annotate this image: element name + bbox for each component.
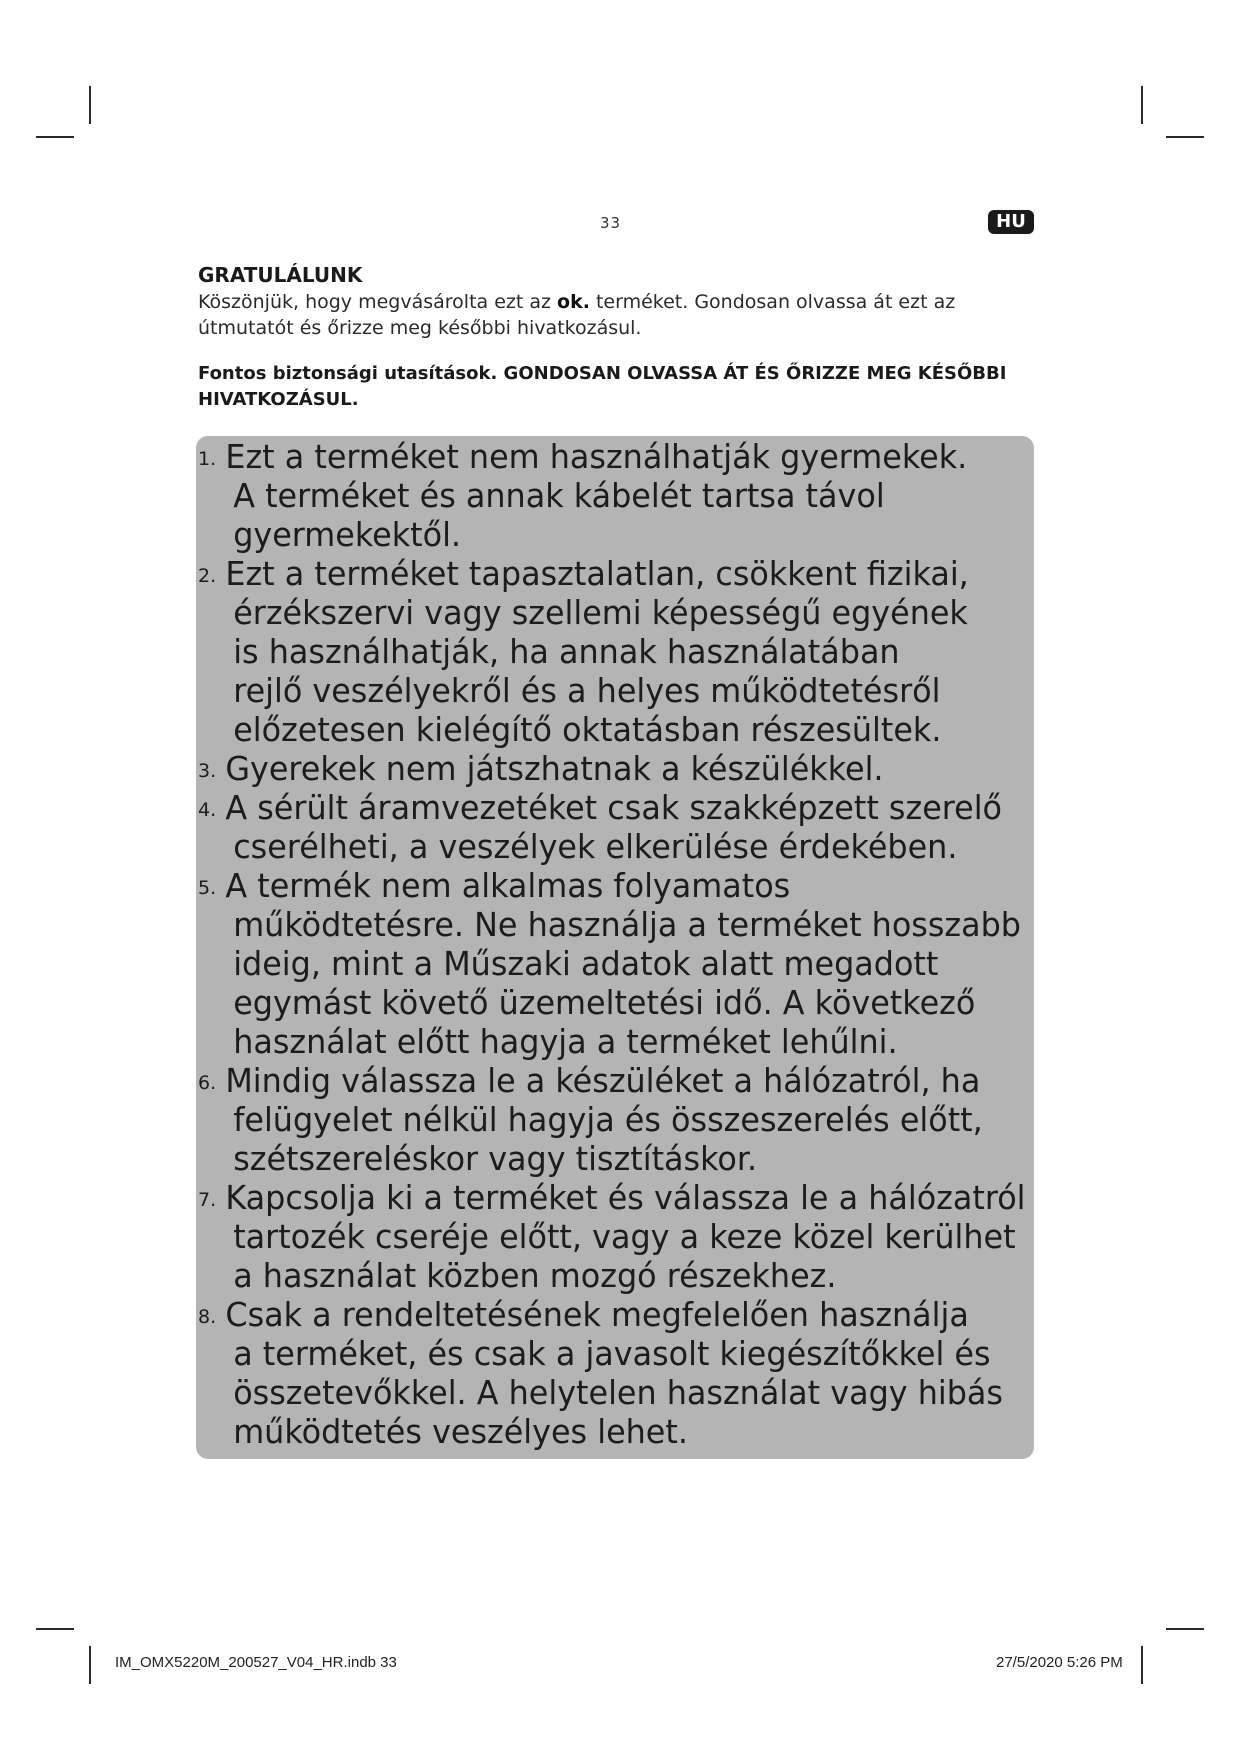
list-item-line: A termék nem alkalmas folyamatos bbox=[225, 867, 791, 905]
list-item-number: 5. bbox=[198, 877, 217, 899]
crop-mark bbox=[89, 86, 91, 124]
language-badge: HU bbox=[988, 210, 1034, 234]
list-item-line: rejlő veszélyekről és a helyes működtetésről bbox=[233, 672, 941, 710]
brand-name: ok. bbox=[557, 291, 590, 313]
list-item-line: Csak a rendeltetésének megfelelően használja bbox=[225, 1296, 969, 1334]
list-item-line: érzékszervi vagy szellemi képességű egyének bbox=[233, 594, 968, 632]
page-number: 33 bbox=[600, 214, 622, 232]
list-item-line: összetevőkkel. A helytelen használat vagy hibás bbox=[233, 1374, 1003, 1412]
list-item bbox=[196, 1179, 1046, 1296]
list-item-line: is használhatják, ha annak használatában bbox=[233, 633, 900, 671]
list-item-number: 8. bbox=[198, 1306, 217, 1328]
list-item-line: Mindig válassza le a készüléket a hálózatról, ha bbox=[225, 1062, 981, 1100]
list-item-line: működtetés veszélyes lehet. bbox=[233, 1413, 688, 1451]
footer-datetime: 27/5/2020 5:26 PM bbox=[996, 1654, 1123, 1671]
list-item bbox=[196, 750, 1046, 789]
list-item-line: tartozék cseréje előtt, vagy a keze közel kerülhet bbox=[233, 1218, 1016, 1256]
crop-mark bbox=[1141, 1646, 1143, 1684]
list-item-line: A terméket és annak kábelét tartsa távol bbox=[233, 477, 885, 515]
list-item bbox=[196, 438, 1046, 555]
crop-mark bbox=[36, 136, 74, 138]
crop-mark bbox=[1166, 136, 1204, 138]
list-item-line: Ezt a terméket nem használhatják gyermekek. bbox=[225, 438, 968, 476]
list-item-number: 1. bbox=[198, 448, 217, 470]
intro-text: Köszönjük, hogy megvásárolta ezt az bbox=[198, 291, 558, 313]
list-item bbox=[196, 555, 1046, 750]
list-item-line: Gyerekek nem játszhatnak a készülékkel. bbox=[225, 750, 884, 788]
intro-paragraph bbox=[198, 289, 1018, 341]
list-item-number: 7. bbox=[198, 1189, 217, 1211]
safety-heading-line: HIVATKOZÁSUL. bbox=[198, 389, 359, 410]
list-item-line: előzetesen kielégítő oktatásban részesültek. bbox=[233, 711, 942, 749]
list-item bbox=[196, 789, 1046, 867]
crop-mark bbox=[36, 1628, 74, 1630]
list-item-line: gyermekektől. bbox=[233, 516, 462, 554]
list-item-line: cserélheti, a veszélyek elkerülése érdekében. bbox=[233, 828, 958, 866]
list-item bbox=[196, 1062, 1046, 1179]
list-item-line: egymást követő üzemeltetési idő. A következő bbox=[233, 984, 976, 1022]
list-item-number: 4. bbox=[198, 799, 217, 821]
list-item-line: A sérült áramvezetéket csak szakképzett szerelő bbox=[225, 789, 1003, 827]
intro-text: terméket. Gondosan olvassa át ezt az bbox=[589, 291, 956, 313]
list-item-line: a használat közben mozgó részekhez. bbox=[233, 1257, 837, 1295]
list-item-line: Kapcsolja ki a terméket és válassza le a hálózatról bbox=[225, 1179, 1026, 1217]
list-item-line: Ezt a terméket tapasztalatlan, csökkent fizikai, bbox=[225, 555, 969, 593]
list-item bbox=[196, 867, 1046, 1062]
list-item-number: 2. bbox=[198, 565, 217, 587]
list-item-line: működtetésre. Ne használja a terméket hosszabb bbox=[233, 906, 1022, 944]
list-item bbox=[196, 1296, 1046, 1452]
list-item-line: felügyelet nélkül hagyja és összeszerelés előtt, bbox=[233, 1101, 983, 1139]
crop-mark bbox=[89, 1646, 91, 1684]
intro-text: útmutatót és őrizze meg későbbi hivatkozásul. bbox=[198, 317, 642, 339]
safety-heading bbox=[198, 361, 1058, 413]
list-item-line: szétszereléskor vagy tisztításkor. bbox=[233, 1140, 758, 1178]
page-title: GRATULÁLUNK bbox=[198, 263, 363, 287]
list-item-line: ideig, mint a Műszaki adatok alatt megadott bbox=[233, 945, 939, 983]
footer-file-name: IM_OMX5220M_200527_V04_HR.indb 33 bbox=[115, 1654, 397, 1671]
crop-mark bbox=[1166, 1628, 1204, 1630]
list-item-line: használat előtt hagyja a terméket lehűlni. bbox=[233, 1023, 898, 1061]
safety-heading-line: Fontos biztonsági utasítások. GONDOSAN OLVASSA ÁT ÉS ŐRIZZE MEG KÉSŐBBI bbox=[198, 363, 1007, 384]
list-item-number: 6. bbox=[198, 1072, 217, 1094]
list-item-line: a terméket, és csak a javasolt kiegészítőkkel és bbox=[233, 1335, 991, 1373]
crop-mark bbox=[1141, 86, 1143, 124]
safety-instructions-list bbox=[196, 438, 1046, 1452]
list-item-number: 3. bbox=[198, 760, 217, 782]
